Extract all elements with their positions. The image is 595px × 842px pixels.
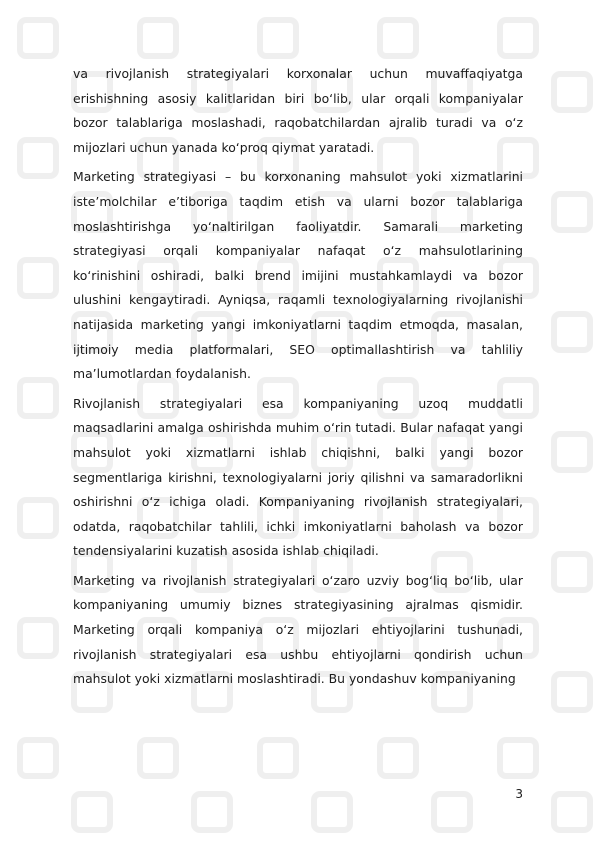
paragraph-1: va rivojlanish strategiyalari korxonalar uchun muvaffaqiyatga erishishning asosiy kalitlaridan biri bo‘lib, ular orqali kompaniyalar bozor talablariga moslashadi, raqobatchilardan ajralib turadi va o‘z mijozlari uchun yanada ko‘proq qiymat yaratadi. — [73, 66, 523, 155]
page-number: 3 — [515, 787, 523, 801]
paragraph-2: Marketing strategiyasi – bu korxonaning mahsulot yoki xizmatlarini iste’molchilar e’tiboriga taqdim etish va ularni bozor talablariga moslashtirishga yo‘naltirilgan faoliyatdir. Samarali marketing strategiyasi orqali kompaniyalar nafaqat o‘z mahsulotlarining ko‘rinishini oshiradi, balki brend imijini mustahkamlaydi va bozor ulushini kengaytiradi. Ayniqsa, raqamli texnologiyalarning rivojlanishi natijasida marketing yangi imkoniyatlarni taqdim etmoqda, masalan, ijtimoiy media platformalari, SEO optimallashtirish va tahliliy ma’lumotlardan foydalanish. — [73, 169, 523, 382]
paragraph-3: Rivojlanish strategiyalari esa kompaniyaning uzoq muddatli maqsadlarini amalga oshirishda muhim o‘rin tutadi. Bular nafaqat yangi mahsulot yoki xizmatlarni ishlab chiqishni, balki yangi bozor segmentlariga kirishni, texnologiyalarni joriy qilishni va samaradorlikni oshirishni o‘z ichiga oladi. Kompaniyaning rivojlanish strategiyalari, odatda, raqobatchilar tahlili, ichki imkoniyatlarni baholash va bozor tendensiyalarini kuzatish asosida ishlab chiqiladi. — [73, 395, 523, 559]
paragraph-4: Marketing va rivojlanish strategiyalari o‘zaro uzviy bog‘liq bo‘lib, ular kompaniyaning umumiy biznes strategiyasining ajralmas qismidir. Marketing orqali kompaniya o‘z mijozlari ehtiyojlarini tushunadi, rivojlanish strategiyalari esa ushbu ehtiyojlarni qondirish uchun mahsulot yoki xizmatlarni moslashtiradi. Bu yondashuv kompaniyaning — [73, 572, 523, 687]
document-body — [73, 62, 523, 697]
